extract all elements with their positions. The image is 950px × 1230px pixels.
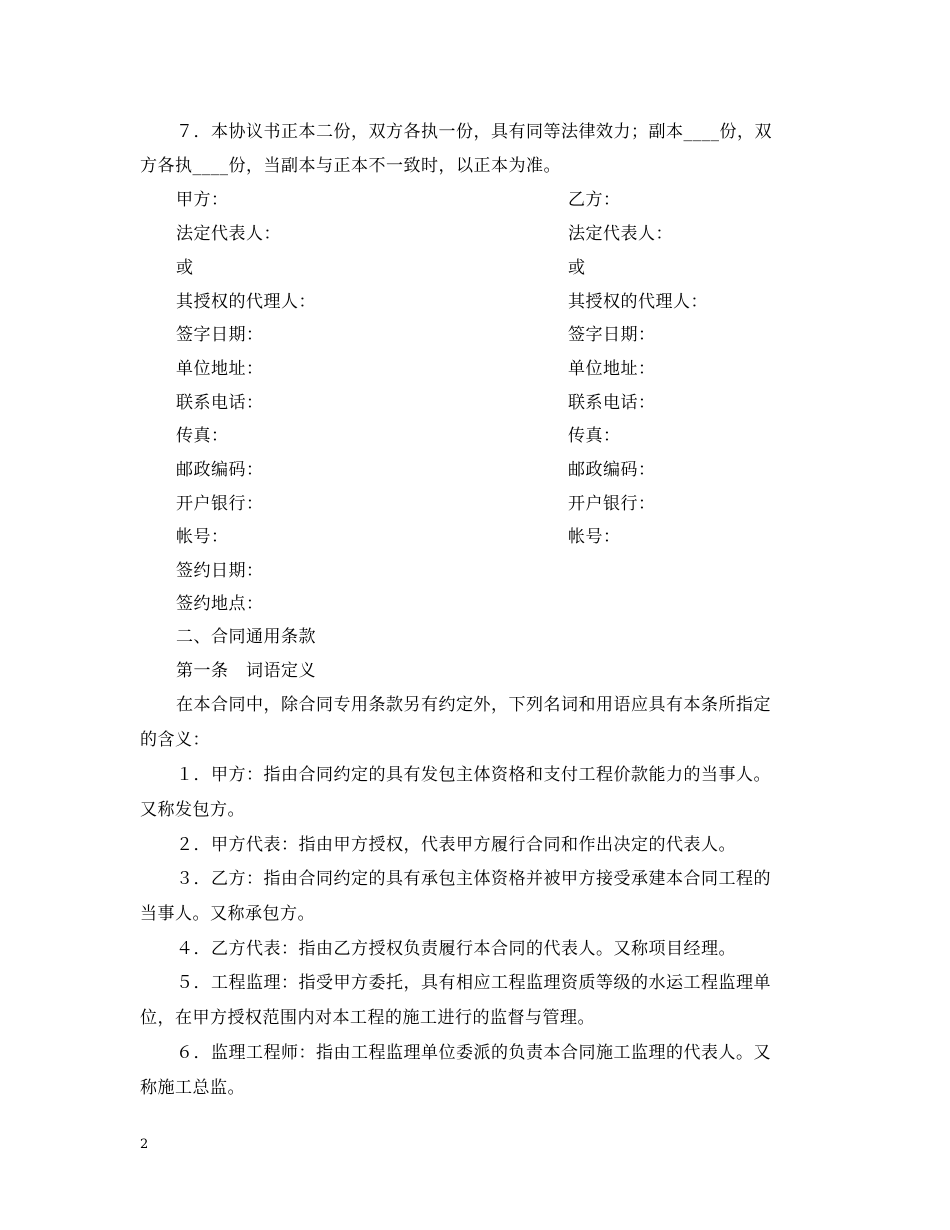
def-6-line-1: ６．监理工程师：指由工程监理单位委派的负责本合同施工监理的代表人。又 <box>176 1043 771 1063</box>
party-a-legal-rep: 法定代表人： <box>176 224 281 244</box>
party-a-or: 或 <box>176 258 194 278</box>
party-a-phone: 联系电话： <box>176 393 264 413</box>
party-a-agent: 其授权的代理人： <box>176 292 316 312</box>
party-a-bank: 开户银行： <box>176 494 264 514</box>
party-b-fax: 传真： <box>568 426 621 446</box>
party-b-account: 帐号： <box>568 527 621 547</box>
def-1-line-1: １．甲方：指由合同约定的具有发包主体资格和支付工程价款能力的当事人。 <box>176 765 771 785</box>
page-number: 2 <box>140 1137 149 1152</box>
def-3-line-1: ３．乙方：指由合同约定的具有承包主体资格并被甲方接受承建本合同工程的 <box>176 869 771 889</box>
def-6-line-2: 称施工总监。 <box>140 1078 245 1098</box>
party-b-or: 或 <box>568 258 586 278</box>
party-b-address: 单位地址： <box>568 359 656 379</box>
party-a-account: 帐号： <box>176 527 229 547</box>
party-b-postcode: 邮政编码： <box>568 460 656 480</box>
party-a-address: 单位地址： <box>176 359 264 379</box>
def-5-line-2: 位，在甲方授权范围内对本工程的施工进行的监督与管理。 <box>140 1008 595 1028</box>
party-a-postcode: 邮政编码： <box>176 460 264 480</box>
intro-line-1: 在本合同中，除合同专用条款另有约定外，下列名词和用语应具有本条所指定 <box>176 695 771 715</box>
party-b-phone: 联系电话： <box>568 393 656 413</box>
def-5-line-1: ５．工程监理：指受甲方委托，具有相应工程监理资质等级的水运工程监理单 <box>176 973 771 993</box>
section-2-title: 二、合同通用条款 <box>176 627 316 647</box>
article-1-title: 第一条 词语定义 <box>176 661 316 681</box>
party-b-legal-rep: 法定代表人： <box>568 224 673 244</box>
clause-7-line-2: 方各执____份，当副本与正本不一致时，以正本为准。 <box>140 156 561 176</box>
intro-line-2: 的含义： <box>140 730 210 750</box>
def-2-line-1: ２．甲方代表：指由甲方授权，代表甲方履行合同和作出决定的代表人。 <box>176 835 736 855</box>
contract-date: 签约日期： <box>176 561 264 581</box>
party-b-sign-date: 签字日期： <box>568 325 656 345</box>
party-b-bank: 开户银行： <box>568 494 656 514</box>
party-b-agent: 其授权的代理人： <box>568 292 708 312</box>
party-a-sign-date: 签字日期： <box>176 325 264 345</box>
contract-place: 签约地点： <box>176 594 264 614</box>
def-4-line-1: ４．乙方代表：指由乙方授权负责履行本合同的代表人。又称项目经理。 <box>176 939 736 959</box>
clause-7-line-1: ７．本协议书正本二份，双方各执一份，具有同等法律效力；副本____份，双 <box>176 122 772 142</box>
party-a-fax: 传真： <box>176 426 229 446</box>
def-3-line-2: 当事人。又称承包方。 <box>140 904 315 924</box>
def-1-line-2: 又称发包方。 <box>140 800 245 820</box>
party-a-label: 甲方： <box>176 190 229 210</box>
party-b-label: 乙方： <box>568 190 621 210</box>
